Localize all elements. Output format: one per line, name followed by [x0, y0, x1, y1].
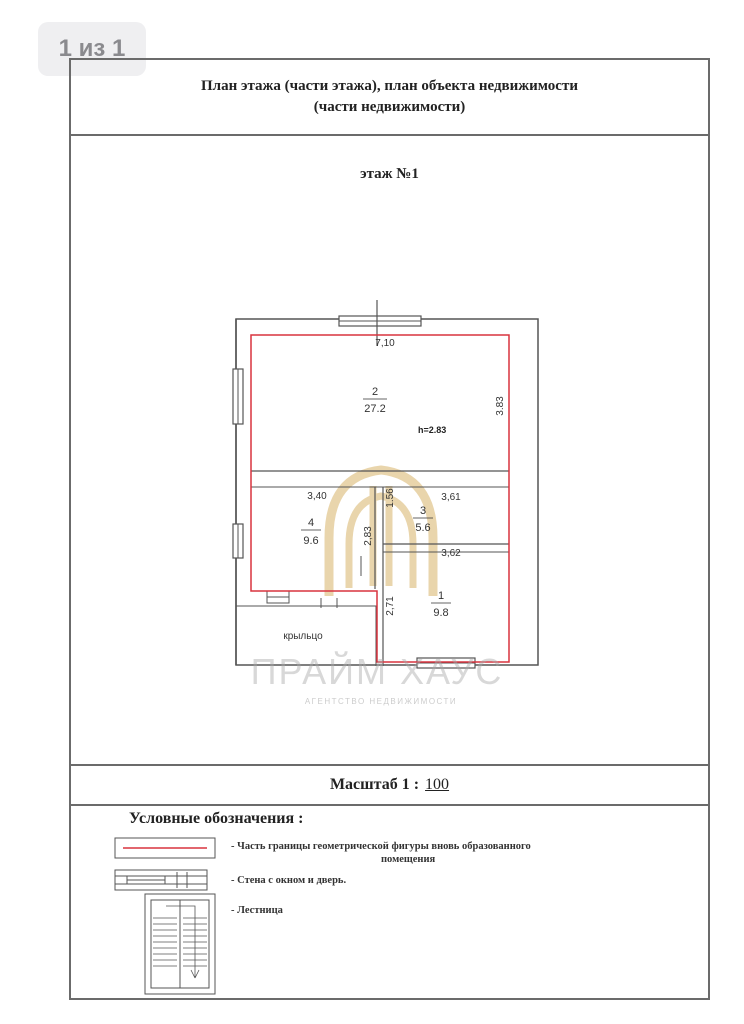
legend-item-wall: - Стена с окном и дверь. — [231, 875, 347, 886]
legend-symbols — [111, 806, 271, 998]
plan-section — [71, 136, 708, 766]
dim-top: 7,10 — [375, 338, 395, 349]
scale-section — [71, 766, 708, 806]
porch-label: крыльцо — [283, 631, 323, 642]
svg-text:2: 2 — [371, 386, 379, 398]
dim-room3-height: 1.56 — [385, 488, 396, 508]
svg-text:27.2: 27.2 — [364, 403, 386, 415]
dim-room4-height: 2,83 — [363, 526, 374, 546]
legend-section — [71, 806, 708, 998]
watermark-name: ПРАЙМ ХАУС — [250, 651, 504, 692]
svg-text:9.8: 9.8 — [433, 607, 449, 619]
room-2-label — [363, 386, 387, 415]
title-line-2: (части недвижимости) — [313, 99, 466, 115]
stairs-symbol — [145, 894, 215, 994]
svg-text:5.6: 5.6 — [415, 522, 431, 534]
dim-room3-top: 3,61 — [441, 492, 461, 503]
legend-title: Условные обозначения : — [129, 810, 304, 827]
scale-label: Масштаб 1 : — [329, 776, 420, 793]
page-counter-badge: 1 из 1 — [38, 22, 146, 76]
dim-room4-top: 3,40 — [307, 491, 327, 502]
legend-item-stairs: - Лестница — [231, 905, 283, 916]
floor-label: этаж №1 — [360, 166, 419, 182]
title-section — [71, 60, 708, 136]
dim-right: 3.83 — [495, 396, 506, 416]
floor-plan-sheet — [69, 58, 710, 1000]
svg-text:4: 4 — [307, 517, 315, 529]
svg-text:1: 1 — [437, 590, 445, 602]
svg-text:9.6: 9.6 — [303, 535, 319, 547]
dim-room1-height: 2,71 — [385, 596, 396, 616]
wall-window-door-symbol — [115, 870, 207, 890]
watermark-subtitle: АГЕНТСТВО НЕДВИЖИМОСТИ — [304, 697, 458, 706]
svg-text:3: 3 — [419, 505, 427, 517]
scale-value: 100 — [425, 776, 450, 793]
boundary-line-symbol — [115, 838, 215, 858]
legend-item-boundary: - Часть границы геометрической фигуры вновь образованного помещения — [231, 841, 531, 865]
ceiling-height: h=2.83 — [418, 425, 447, 435]
dim-room1-top: 3,62 — [441, 548, 461, 559]
floor-plan-drawing — [71, 136, 708, 764]
room-4-label — [301, 517, 321, 547]
title-line-1: План этажа (части этажа), план объекта недвижимости — [201, 78, 578, 94]
